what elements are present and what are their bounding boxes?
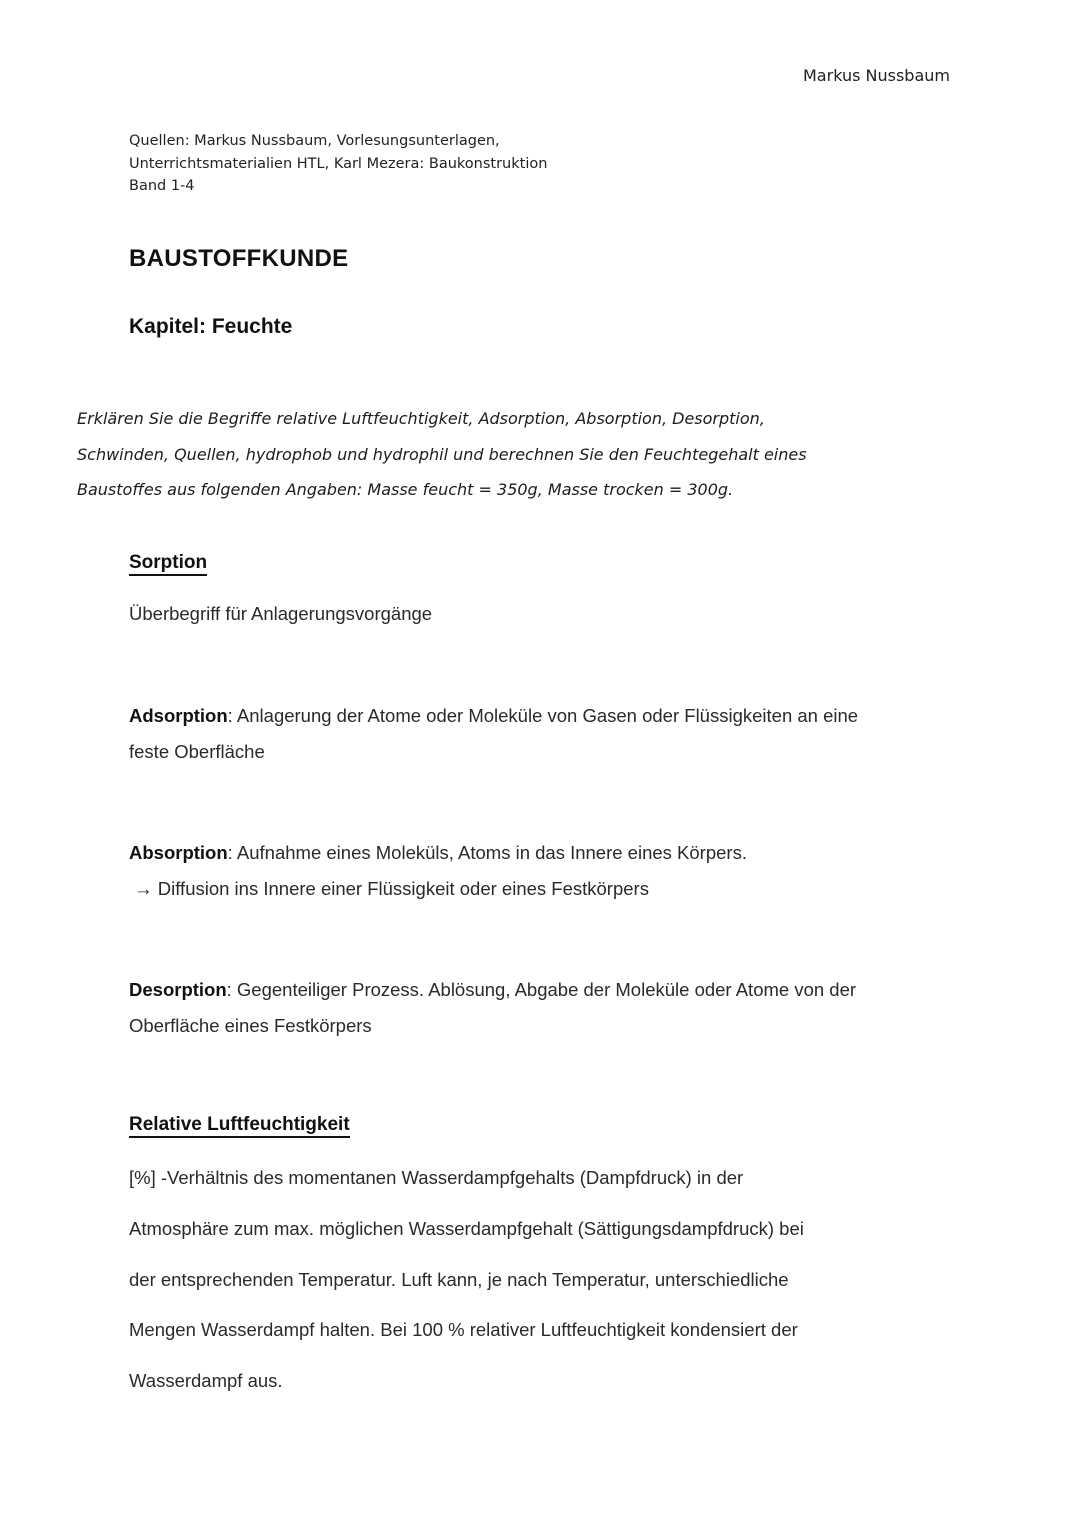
sources-line: Unterrichtsmaterialien HTL, Karl Mezera: Baukonstruktion — [129, 155, 548, 172]
adsorption-line-2: feste Oberfläche — [129, 741, 265, 762]
adsorption-definition — [129, 698, 858, 770]
absorption-line-1 — [129, 835, 747, 871]
chapter-title: Kapitel: Feuchte — [129, 315, 293, 338]
sources-line: Band 1-4 — [129, 178, 195, 194]
desorption-line-1 — [129, 972, 856, 1008]
relative-humidity-line: Atmosphäre zum max. möglichen Wasserdampfgehalt (Sättigungsdampfdruck) bei — [129, 1217, 804, 1239]
relative-humidity-heading: Relative Luftfeuchtigkeit — [129, 1114, 350, 1138]
relative-humidity-text — [129, 1153, 804, 1407]
absorption-definition — [129, 835, 747, 907]
desorption-text: : Gegenteiliger Prozess. Ablösung, Abgabe der Moleküle oder Atome von der — [226, 979, 857, 1000]
adsorption-term: Adsorption — [129, 705, 228, 726]
author-name: Markus Nussbaum — [803, 66, 950, 85]
desorption-definition — [129, 972, 856, 1044]
relative-humidity-section — [129, 1113, 350, 1137]
adsorption-text: : Anlagerung der Atome oder Moleküle von Gasen oder Flüssigkeiten an eine — [227, 705, 859, 726]
desorption-line-2: Oberfläche eines Festkörpers — [129, 1015, 372, 1036]
sources-line: Quellen: Markus Nussbaum, Vorlesungsunterlagen, — [129, 133, 500, 149]
absorption-line-2: → Diffusion ins Innere einer Flüssigkeit oder eines Festkörpers — [129, 878, 649, 899]
desorption-term: Desorption — [129, 979, 227, 1000]
relative-humidity-line: der entsprechenden Temperatur. Luft kann, je nach Temperatur, unterschiedliche — [129, 1268, 789, 1290]
task-line: Erklären Sie die Begriffe relative Luftfeuchtigkeit, Adsorption, Absorption, Desorption, — [77, 409, 765, 428]
absorption-text: : Aufnahme eines Moleküls, Atoms in das Innere eines Körpers. — [227, 842, 747, 863]
task-line: Baustoffes aus folgenden Angaben: Masse feucht = 350g, Masse trocken = 300g. — [77, 480, 734, 499]
sources-block — [129, 130, 547, 198]
task-question — [77, 401, 857, 508]
relative-humidity-line: Mengen Wasserdampf halten. Bei 100 % relativer Luftfeuchtigkeit kondensiert der — [129, 1319, 798, 1341]
task-line: Schwinden, Quellen, hydrophob und hydrophil und berechnen Sie den Feuchtegehalt eines — [77, 444, 807, 464]
sorption-text: Überbegriff für Anlagerungsvorgänge — [129, 603, 433, 624]
adsorption-line-1 — [129, 698, 858, 734]
sorption-section — [129, 551, 207, 575]
sorption-heading: Sorption — [129, 552, 207, 576]
absorption-term: Absorption — [129, 842, 228, 863]
relative-humidity-line: Wasserdampf aus. — [129, 1370, 283, 1392]
relative-humidity-line: [%] -Verhältnis des momentanen Wasserdampfgehalts (Dampfdruck) in der — [129, 1167, 744, 1188]
document-title: BAUSTOFFKUNDE — [129, 245, 349, 272]
